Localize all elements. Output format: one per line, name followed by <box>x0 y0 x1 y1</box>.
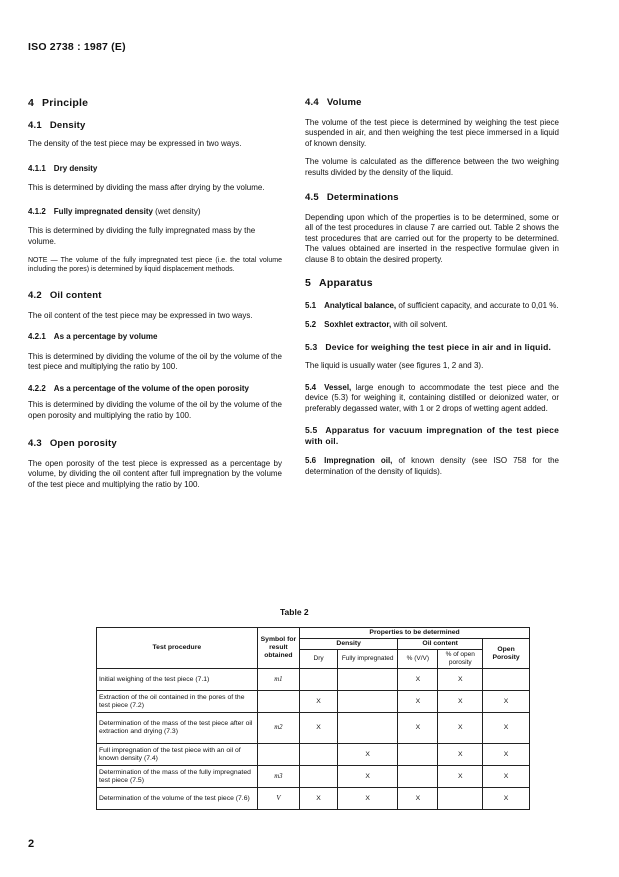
cell-dry: X <box>300 691 338 713</box>
table-row <box>97 669 530 691</box>
section-5-6: 5.6 Impregnation oil, of known density (see ISO 758 for the determination of the density of liquids). <box>305 456 559 476</box>
section-4-heading: 4 Principle <box>28 97 89 109</box>
cell-pct-open: X <box>438 713 483 744</box>
standard-header: ISO 2738 : 1987 (E) <box>28 41 126 53</box>
table-header-row-1 <box>97 628 530 639</box>
symbol-text: V <box>276 794 281 802</box>
section-4-2-heading: 4.2 Oil content <box>28 290 102 301</box>
cell-dry: X <box>300 788 338 810</box>
section-4-2-2-heading: 4.2.2 As a percentage of the volume of the open porosity <box>28 383 249 393</box>
left-column <box>28 98 282 490</box>
note-text: NOTE — The volume of the fully impregnated test piece (i.e. the total volume including the pores) is determined by liquid displacement methods. <box>28 257 282 273</box>
header-pct-vv: % (V/V) <box>398 650 438 669</box>
header-test-procedure: Test procedure <box>97 628 258 669</box>
section-4-3-heading: 4.3 Open porosity <box>28 438 117 449</box>
header-oil-content: Oil content <box>398 639 483 650</box>
cell-porosity: X <box>483 766 530 788</box>
table-body <box>97 669 530 810</box>
table-row <box>97 691 530 713</box>
cell-fully <box>338 691 398 713</box>
cell-dry <box>300 669 338 691</box>
section-4-1-1-text: This is determined by dividing the mass after drying by the volume. <box>28 183 265 192</box>
section-4-4-text-1: The volume of the test piece is determined by weighing the test piece suspended in air, and then weighing the test piece immersed in a liquid of known density. <box>305 117 559 148</box>
cell-symbol <box>257 691 299 713</box>
cell-pct-vv: X <box>398 691 438 713</box>
cell-pct-open: X <box>438 766 483 788</box>
cell-symbol <box>257 788 299 810</box>
cell-procedure: Full impregnation of the test piece with an oil of known density (7.4) <box>97 744 258 766</box>
header-fully-impregnated: Fully impregnated <box>338 650 398 669</box>
section-4-4-heading: 4.4 Volume <box>305 97 362 108</box>
header-pct-open-porosity: % of open porosity <box>438 650 483 669</box>
cell-procedure: Initial weighing of the test piece (7.1) <box>97 669 258 691</box>
section-4-1-2-text: This is determined by dividing the fully impregnated mass by the volume. <box>28 226 256 246</box>
table-row <box>97 766 530 788</box>
cell-dry <box>300 744 338 766</box>
cell-symbol <box>257 713 299 744</box>
table-row <box>97 788 530 810</box>
cell-pct-vv: X <box>398 788 438 810</box>
right-column <box>305 98 559 477</box>
cell-symbol <box>257 669 299 691</box>
header-open-porosity: Open Porosity <box>483 639 530 669</box>
section-5-1: 5.1 Analytical balance, of sufficient capacity, and accurate to 0,01 %. <box>305 300 559 310</box>
section-4-5-heading: 4.5 Determinations <box>305 192 399 203</box>
symbol-text: m1 <box>274 675 283 683</box>
header-density: Density <box>300 639 398 650</box>
cell-pct-open: X <box>438 691 483 713</box>
cell-fully <box>338 713 398 744</box>
cell-pct-vv <box>398 766 438 788</box>
cell-pct-open: X <box>438 669 483 691</box>
section-4-1-1-heading: 4.1.1 Dry density <box>28 163 98 173</box>
cell-symbol <box>257 766 299 788</box>
table-2 <box>96 627 530 810</box>
symbol-text: m2 <box>274 724 283 731</box>
cell-procedure: Determination of the mass of the test piece after oil extraction and drying (7.3) <box>97 713 258 744</box>
section-5-2: 5.2 Soxhlet extractor, with oil solvent. <box>305 320 448 329</box>
page-number: 2 <box>28 838 35 850</box>
cell-procedure: Extraction of the oil contained in the pores of the test piece (7.2) <box>97 691 258 713</box>
table-row <box>97 713 530 744</box>
header-symbol: Symbol for result obtained <box>257 628 299 669</box>
header-properties: Properties to be determined <box>300 628 530 639</box>
cell-pct-open: X <box>438 744 483 766</box>
cell-porosity: X <box>483 744 530 766</box>
section-4-2-2-text: This is determined by dividing the volume of the oil by the volume of the open porosity and multiplying the ratio by 100. <box>28 400 282 420</box>
cell-porosity <box>483 669 530 691</box>
cell-procedure: Determination of the volume of the test piece (7.6) <box>97 788 258 810</box>
cell-fully: X <box>338 788 398 810</box>
section-5-3-heading: 5.3 Device for weighing the test piece in air and in liquid. <box>305 341 552 352</box>
section-4-3-text: The open porosity of the test piece is expressed as a percentage by volume, by dividing the oil content after full impregnation by the volume of the test piece and multiplying the ratio by 100. <box>28 458 282 489</box>
section-5-4: 5.4 Vessel, large enough to accommodate the test piece and the device (5.3) for weighing it, containing distilled or deionized water, or preferably degassed water, with 1 or 2 drops of wetting agent added. <box>305 382 559 413</box>
cell-dry <box>300 766 338 788</box>
cell-pct-vv: X <box>398 713 438 744</box>
cell-porosity: X <box>483 788 530 810</box>
section-5-3-text: The liquid is usually water (see figures 1, 2 and 3). <box>305 361 484 370</box>
symbol-text: m3 <box>274 772 283 780</box>
table-2-caption: Table 2 <box>280 607 309 617</box>
cell-procedure: Determination of the mass of the fully impregnated test piece (7.5) <box>97 766 258 788</box>
cell-porosity: X <box>483 691 530 713</box>
section-5-heading: 5 Apparatus <box>305 277 373 289</box>
section-4-1-2-heading: 4.1.2 Fully impregnated density (wet density) <box>28 206 201 216</box>
section-4-1-text: The density of the test piece may be expressed in two ways. <box>28 139 242 148</box>
cell-dry: X <box>300 713 338 744</box>
cell-fully <box>338 669 398 691</box>
section-4-2-1-heading: 4.2.1 As a percentage by volume <box>28 332 158 341</box>
cell-symbol <box>257 744 299 766</box>
cell-pct-vv <box>398 744 438 766</box>
section-4-1-heading: 4.1 Density <box>28 119 86 131</box>
table-row <box>97 744 530 766</box>
cell-fully: X <box>338 744 398 766</box>
section-4-4-text-2: The volume is calculated as the difference between the two weighing results divided by the density of the liquid. <box>305 157 559 177</box>
header-dry: Dry <box>300 650 338 669</box>
cell-pct-vv: X <box>398 669 438 691</box>
cell-fully: X <box>338 766 398 788</box>
section-5-5: 5.5 Apparatus for vacuum impregnation of the test piece with oil. <box>305 425 559 446</box>
cell-pct-open <box>438 788 483 810</box>
section-4-2-1-text: This is determined by dividing the volume of the oil by the volume of the test piece and multiplying the ratio by 100. <box>28 351 282 371</box>
section-4-2-text: The oil content of the test piece may be expressed in two ways. <box>28 310 253 320</box>
section-4-5-text: Depending upon which of the properties is to be determined, some or all of the test procedures in clause 7 are carried out. Table 2 shows the test procedures that are carried out for the property to be determined. The values obtained are inserted in the respective formulae given in clause 8 to obtain the desired property. <box>305 212 559 264</box>
cell-porosity: X <box>483 713 530 744</box>
